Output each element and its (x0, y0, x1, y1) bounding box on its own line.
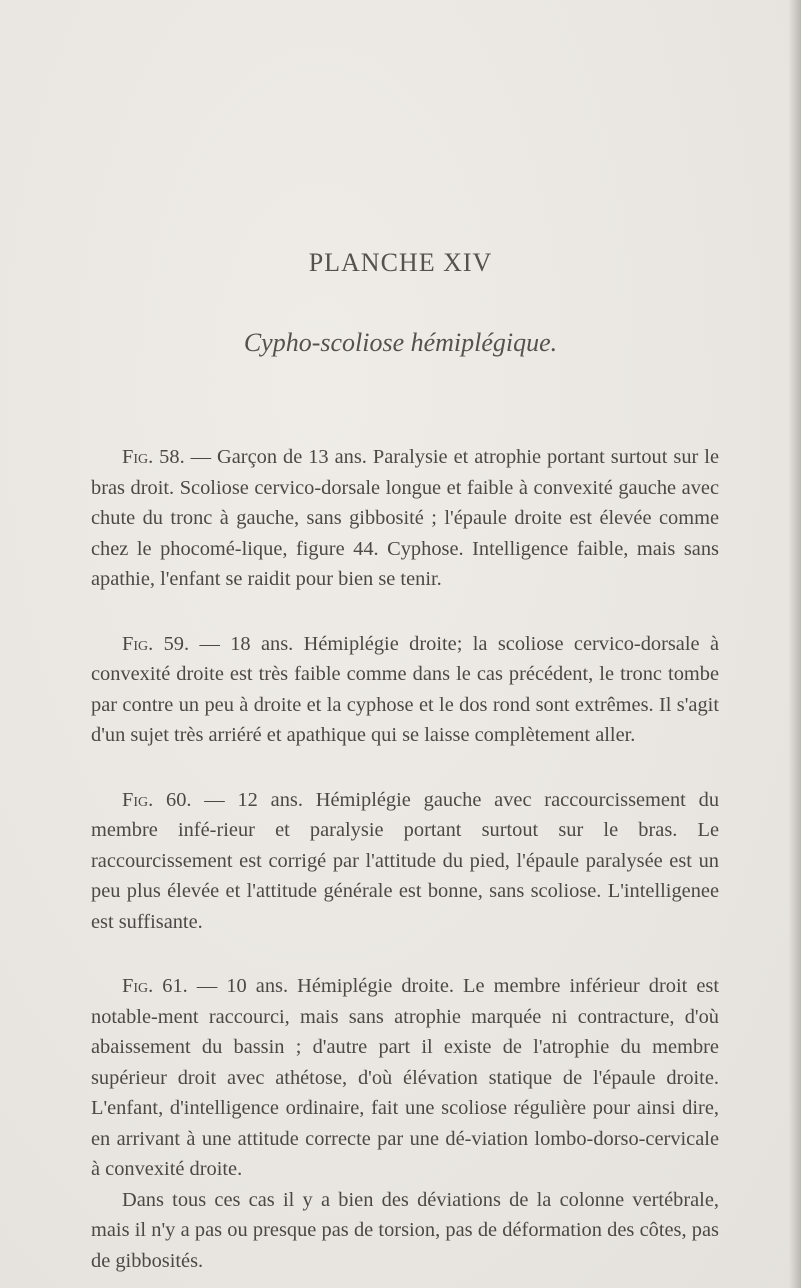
paragraph-fig-61 (91, 971, 719, 1185)
paragraph-text: — 10 ans. Hémiplégie droite. Le membre inférieur droit est notable-ment raccourci, mais sans atrophie marquée ni contracture, d'où abaissement du bassin ; d'autre part il existe de l'atrophie du membre supérieur droit avec athétose, d'où élévation statique de l'épaule droite. L'enfant, d'intelligence ordinaire, fait une scoliose régulière pour ainsi dire, en arrivant à une attitude correcte par une dé-viation lombo-dorso-cervicale à convexité droite. (91, 975, 719, 1180)
figure-label: Fig. 58. (122, 446, 185, 468)
paragraph-text: — 18 ans. Hémiplégie droite; la scoliose cervico-dorsale à convexité droite est très faible comme dans le cas précédent, le tronc tombe par contre un peu à droite et la cyphose et le dos rond sont extrêmes. Il s'agit d'un sujet très arriéré et apathique qui se laisse complètement aller. (91, 632, 719, 746)
page-edge-shadow (789, 0, 801, 1288)
figure-label: Fig. 59. (122, 632, 190, 655)
figure-label: Fig. 61. (122, 975, 188, 997)
plate-subtitle: Cypho-scoliose hémiplégique. (243, 328, 558, 357)
paragraph-text: Dans tous ces cas il y a bien des déviations de la colonne vertébrale, mais il n'y a pas ou presque pas de torsion, pas de déformation des côtes, pas de gibbosités. (91, 1188, 719, 1272)
paragraph-fig-58 (91, 442, 719, 595)
paragraph-fig-60 (91, 785, 719, 938)
paragraph-conclusion (91, 1185, 719, 1277)
plate-title: PLANCHE XIV (308, 248, 493, 277)
paragraph-text: — Garçon de 13 ans. Paralysie et atrophie portant surtout sur le bras droit. Scoliose cervico-dorsale longue et faible à convexité gauche avec chute du tronc à gauche, sans gibbosité ; l'épaule droite est élevée comme chez le phocomé-lique, figure 44. Cyphose. Intelligence faible, mais sans apathie, l'enfant se raidit pour bien se tenir. (91, 446, 720, 590)
figure-label: Fig. 60. (122, 788, 192, 811)
paragraph-text: — 12 ans. Hémiplégie gauche avec raccourcissement du membre infé-rieur et paralysie portant surtout sur le bras. Le raccourcissement est corrigé par l'attitude du pied, l'épaule paralysée est un peu plus élevée et l'attitude générale est bonne, sans scoliose. L'intelligenee est suffisante. (91, 788, 720, 933)
body-text (91, 442, 719, 1276)
paragraph-fig-59 (91, 629, 719, 751)
